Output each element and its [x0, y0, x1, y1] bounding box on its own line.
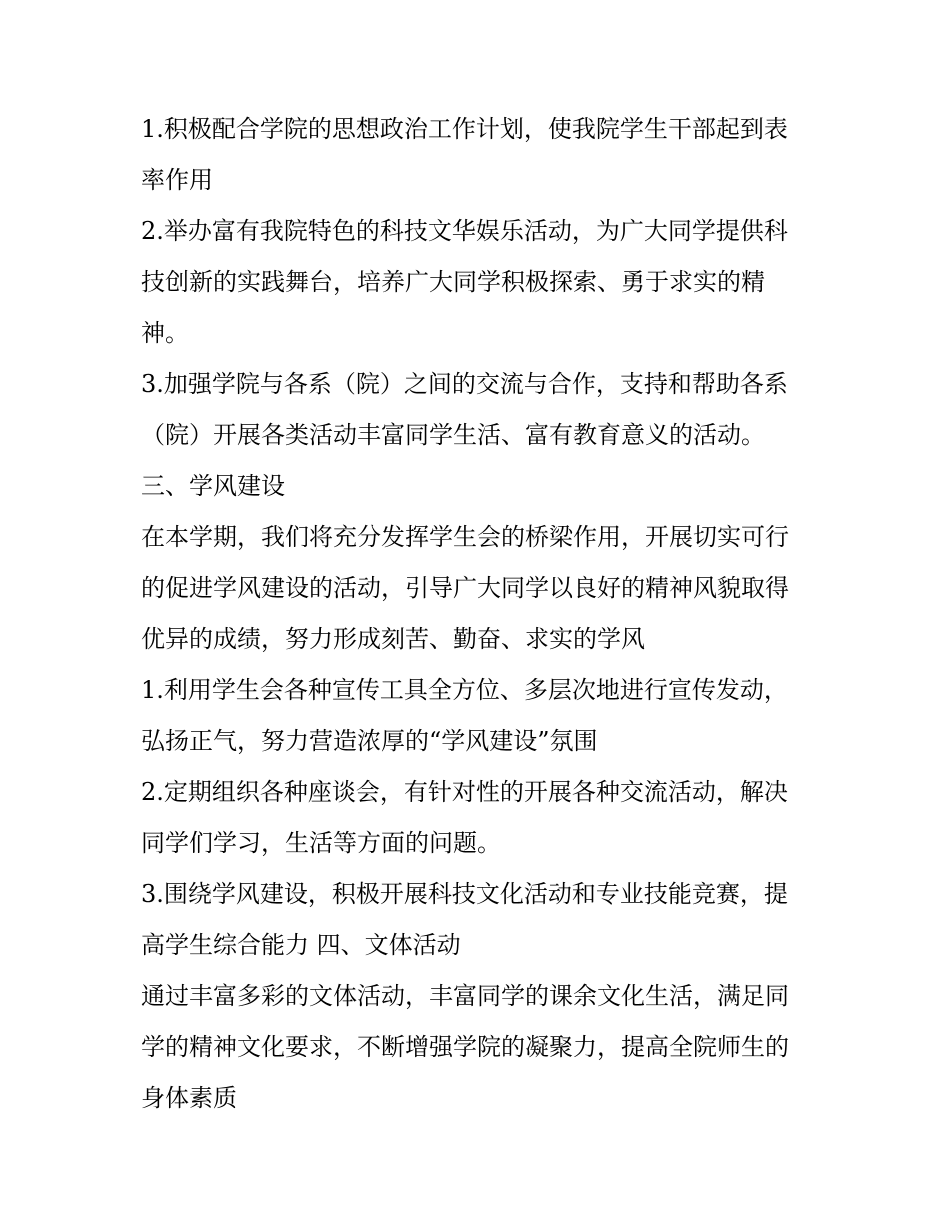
text-line: 高学生综合能力 四、文体活动	[141, 931, 461, 959]
text-line: 神。	[141, 319, 189, 347]
text-line: 3.加强学院与各系（院）之间的交流与合作，支持和帮助各系	[141, 370, 788, 398]
text-line: 学的精神文化要求，不断增强学院的凝聚力，提高全院师生的	[141, 1033, 789, 1061]
text-line: 在本学期，我们将充分发挥学生会的桥梁作用，开展切实可行	[141, 523, 789, 551]
text-line: 技创新的实践舞台，培养广大同学积极探索、勇于求实的精	[141, 268, 765, 296]
paragraph-study-item-1-publicity	[141, 665, 821, 767]
paragraph-culture-sports-intro	[141, 971, 821, 1124]
paragraph-study-item-2-forums	[141, 767, 821, 869]
paragraph-item-1-cadre-role	[141, 104, 821, 206]
text-line: 优异的成绩，努力形成刻苦、勤奋、求实的学风	[141, 625, 645, 653]
text-line: 身体素质	[141, 1084, 237, 1112]
text-line: 2.举办富有我院特色的科技文华娱乐活动，为广大同学提供科	[141, 217, 788, 245]
document-page	[141, 104, 821, 1124]
text-line: 的促进学风建设的活动，引导广大同学以良好的精神风貌取得	[141, 574, 789, 602]
text-line: 1.积极配合学院的思想政治工作计划，使我院学生干部起到表	[141, 115, 788, 143]
text-line: 率作用	[141, 166, 213, 194]
text-line: 通过丰富多彩的文体活动，丰富同学的课余文化生活，满足同	[141, 982, 789, 1010]
text-line: 3.围绕学风建设，积极开展科技文化活动和专业技能竞赛，提	[141, 880, 788, 908]
section-heading-study-style	[141, 461, 821, 512]
text-line: （院）开展各类活动丰富同学生活、富有教育意义的活动。	[141, 421, 765, 449]
text-line: 1.利用学生会各种宣传工具全方位、多层次地进行宣传发动，	[141, 676, 788, 704]
paragraph-item-3-cooperation	[141, 359, 821, 461]
text-line: 2.定期组织各种座谈会，有针对性的开展各种交流活动，解决	[141, 778, 788, 806]
paragraph-study-style-intro	[141, 512, 821, 665]
paragraph-study-item-3-competitions	[141, 869, 821, 971]
text-line: 弘扬正气，努力营造浓厚的“学风建设”氛围	[141, 727, 598, 755]
paragraph-item-2-tech-activities	[141, 206, 821, 359]
heading-line: 三、学风建设	[141, 472, 285, 500]
text-line: 同学们学习，生活等方面的问题。	[141, 829, 501, 857]
